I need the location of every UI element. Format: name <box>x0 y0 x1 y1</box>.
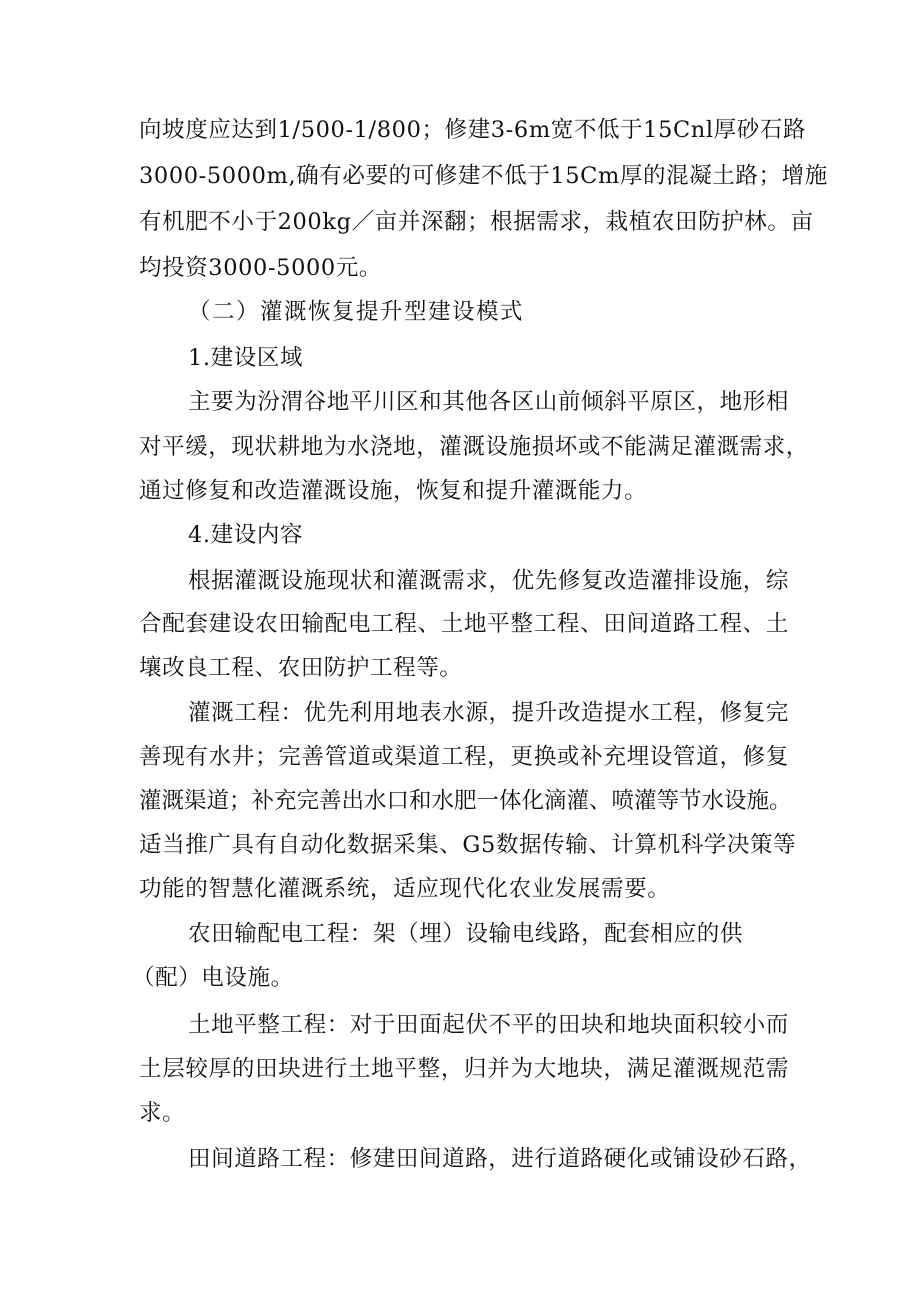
subsection-heading: 4.建设内容 <box>188 522 304 548</box>
text-line: 主要为汾渭谷地平川区和其他各区山前倾斜平原区，地形相 <box>188 389 789 415</box>
text-line: 求。 <box>139 1100 186 1126</box>
text-line: 均投资3000-5000元。 <box>139 255 383 281</box>
text-line: 向坡度应达到1/500-1/800；修建3-6m宽不低于15Cnl厚砂石路 <box>139 117 807 143</box>
text-line: 根据灌溉设施现状和灌溉需求，优先修复改造灌排设施，综 <box>188 568 789 594</box>
text-line: 农田输配电工程：架（埋）设输电线路，配套相应的供 <box>188 921 743 947</box>
text-line: 适当推广具有自动化数据采集、G5数据传输、计算机科学决策等 <box>139 832 797 858</box>
text-line: 3000-5000m,确有必要的可修建不低于15Cm厚的混凝土路；增施 <box>139 163 828 189</box>
text-line: 土地平整工程：对于田面起伏不平的田块和地块面积较小而 <box>188 1012 789 1038</box>
text-line: 壤改良工程、农田防护工程等。 <box>139 655 463 681</box>
text-line: 土层较厚的田块进行土地平整，归并为大地块，满足灌溉规范需 <box>139 1056 789 1082</box>
text-line: 灌溉渠道；补充完善出水口和水肥一体化滴灌、喷灌等节水设施。 <box>139 788 792 814</box>
section-heading: （二）灌溉恢复提升型建设模式 <box>188 299 525 325</box>
text-line: 功能的智慧化灌溉系统，适应现代化农业发展需要。 <box>139 876 671 902</box>
text-line: 合配套建设农田输配电工程、土地平整工程、田间道路工程、土 <box>139 611 789 637</box>
text-line: 对平缓，现状耕地为水浇地，灌溉设施损坏或不能满足灌溉需求， <box>139 434 809 460</box>
subsection-heading: 1.建设区域 <box>188 345 304 371</box>
text-line: （配）电设施。 <box>132 965 294 991</box>
text-line: 灌溉工程：优先利用地表水源，提升改造提水工程，修复完 <box>188 700 789 726</box>
text-line: 有机肥不小于200kg／亩并深翻；根据需求，栽植农田防护林。亩 <box>139 209 814 235</box>
text-line: 善现有水井；完善管道或渠道工程，更换或补充埋设管道，修复 <box>139 744 789 770</box>
text-line: 田间道路工程：修建田间道路，进行道路硬化或铺设砂石路， <box>188 1146 812 1172</box>
text-line: 通过修复和改造灌溉设施，恢复和提升灌溉能力。 <box>139 478 648 504</box>
